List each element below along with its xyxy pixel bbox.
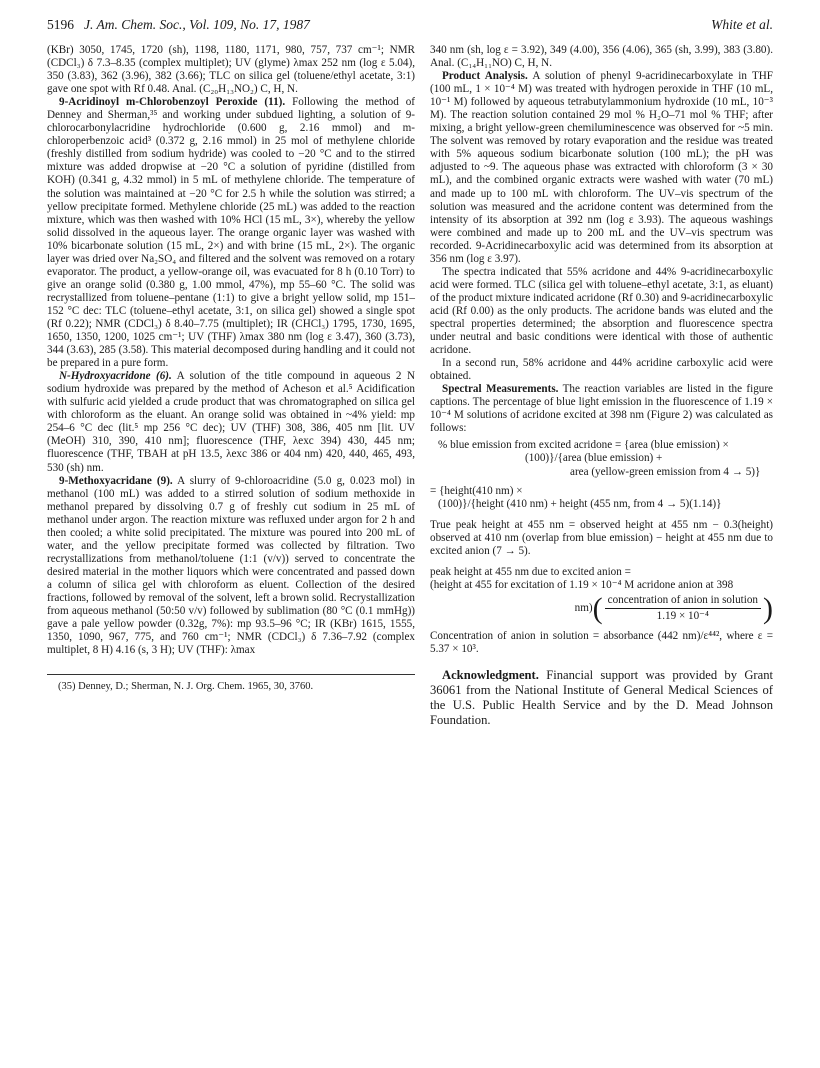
equation-line: = {height(410 nm) × — [430, 484, 523, 497]
section-heading: Product Analysis. — [442, 70, 528, 83]
paragraph-spectra: The spectra indicated that 55% acridone and 44% 9-acridinecarboxylic acid were formed. TLC (silica gel with toluene–ethyl acetate, 3:1, as eluant) of the product mixture indicated acridone (Rf 0.30) and 9-acridinecarboxylic acid (Rf 0.00) as the only products. The acridone bands was eluted and the spectral properties determined; the absorption and fluorescence spectra under neutral and basic conditions were identical with those of authentic acridone. — [430, 265, 773, 357]
paragraph-continued: (KBr) 3050, 1745, 1720 (sh), 1198, 1180, 1171, 980, 757, 737 cm⁻¹; NMR (CDCl₃) δ 7.3–8.35 (complex multiplet); UV (glyme) λmax 252 nm (log ε 5.04), 350 (3.83), 362 (3.96), 382 (3.66); TLC on silica gel (toluene/ethyl acetate, 3:1) gave one spot with Rf 0.48. Anal. (C₂₀H₁₃NO₂) C, H, N. — [47, 44, 415, 96]
paragraph-product-analysis — [430, 70, 773, 266]
paragraph-body: A solution of the title compound in aqueous 2 N sodium hydroxide was prepared by the method of Acheson et al.⁵ Acidification with sulfuric acid yielded a crude product that was chromatographed on silica gel with chloroform as the eluant. An orange solid was obtained in ~4% yield: mp 254–6 °C dec (lit.⁵ mp 256 °C dec); UV (THF) 308, 386, 405 nm [lit. UV (MeOH) 310, 390, 410 nm]; fluorescence (THF, λexc 394) 430, 445 nm; fluorescence (THF, TBAH at pH 13.5, λexc 386 or 404 nm) 420, 440, 465, 493, 530 (sh) nm. — [47, 370, 415, 474]
section-heading: 9-Methoxyacridane (9). — [59, 474, 173, 487]
equation-line: area (yellow-green emission from 4 → 5)} — [570, 465, 761, 478]
right-column — [430, 44, 773, 728]
fraction-denominator: 1.19 × 10⁻⁴ — [656, 610, 709, 623]
paragraph-true-peak: True peak height at 455 nm = observed height at 455 nm − 0.3(height) observed at 410 nm (overlap from blue emission) − height at 455 nm due to excited anion (7 → 5). — [430, 518, 773, 557]
paragraph-body: A solution of phenyl 9-acridinecarboxylate in THF (100 mL, 1 × 10⁻⁴ M) was treated with hydrogen peroxide in THF (10 mL, 10⁻¹ M) followed by aqueous tetrabutylammonium hydroxide (10 mL, 10⁻³ M). The reaction solution contained 29 mol % H₂O–71 mol % THF; after mixing, a bright yellow-green chemiluminescence was observed for ~5 min. The solvent was removed by rotary evaporation and the residue was treated with 5% aqueous sodium bicarbonate solution (100 mL); the pH was adjusted to ~9. The aqueous phase was extracted with chloroform (3 × 30 mL), and the combined organic extracts were washed with water (70 mL) and made up to 100 mL with chloroform. The UV–vis spectrum of the solution was measured and the acridone content was determined from the intensity of its absorption at 392 nm (log ε 3.93). The aqueous washings were combined and made up to 200 mL and the UV–vis spectrum was recorded. 9-Acridinecarboxylic acid was determined from its absorption at 356 nm (log ε 3.97). — [430, 70, 773, 265]
paragraph-spectral-measurements — [430, 383, 773, 435]
equation-blue-emission — [430, 439, 773, 478]
footnote-divider — [47, 674, 415, 675]
section-heading: 9-Acridinoyl m-Chlorobenzoyl Peroxide (11). — [59, 96, 286, 109]
running-header — [47, 17, 773, 35]
fraction — [605, 594, 761, 623]
left-column — [47, 44, 415, 657]
paragraph-body: Financial support was provided by Grant 36061 from the National Institute of General Medical Sciences of the U.S. Public Health Service and by the D. Mead Johnson Foundation. — [430, 667, 773, 727]
section-heading: Acknowledgment. — [442, 667, 539, 682]
paragraph-hydroxyacridone — [47, 370, 415, 474]
fraction-numerator: concentration of anion in solution — [605, 594, 761, 609]
header-authors: White et al. — [711, 17, 773, 32]
equation-line: (height at 455 for excitation of 1.19 × 10⁻⁴ M acridone anion at 398 — [430, 578, 734, 591]
page-number: 5196 — [47, 17, 74, 32]
fraction-row — [430, 591, 773, 625]
equation-line: % blue emission from excited acridone = {area (blue emission) × — [438, 439, 729, 452]
equation-unit: nm) — [574, 602, 593, 615]
equation-height — [430, 485, 773, 511]
equation-line: peak height at 455 nm due to excited anion = — [430, 565, 631, 578]
paragraph-second-run: In a second run, 58% acridone and 44% acridine carboxylic acid were obtained. — [430, 357, 773, 383]
equation-anion-peak — [430, 566, 773, 624]
right-paren: ) — [763, 591, 773, 625]
paragraph-body: Following the method of Denney and Sherman,³⁵ and working under subdued lighting, a solution of 9-chlorocarbonylacridine hydrochloride (0.600 g, 2.16 mmol) and m-chloroperbenzoic acid³ (0.372 g, 2.16 mmol) in 25 mol of methylene chloride (freshly distilled from sodium hydride) was cooled to −20 °C and to the stirred mixture was added dropwise at −20 °C a solution of pyridine (distilled from KOH) (0.341 g, 4.32 mmol) in 5 mL of methylene chloride. The temperature of the solution was maintained at −20 °C for 2.5 h while the solution was stirred; a yellow precipitate formed. Methylene chloride (25 mL) was added to the reaction mixture, which was then washed with 10% HCl (15 mL, 3×), whereby the yellow solid dissolved in the aqueous layer. The orange organic layer was washed with 10% bicarbonate solution (15 mL, 2×) and with brine (15 mL, 2×). The organic layer was dried over Na₂SO₄ and filtered and the solvent was removed on a rotary evaporator. The product, a yellow-orange oil, was evacuated for 8 h (0.10 Torr) to give an orange solid (0.380 g, 1.00 mmol, 47%), mp 55–60 °C. The solid was recrystallized from toluene–pentane (1:1) to give a bright yellow solid, mp 151–152 °C dec: TLC (toluene–ethyl acetate, 3:1, on silica gel) showed a single spot (Rf 0.22); NMR (CDCl₃) δ 8.40–7.75 (multiplet); IR (CHCl₃) 1795, 1730, 1695, 1650, 1350, 1200, 1025 cm⁻¹; UV (THF) λmax 380 nm (log ε 3.47), 360 (3.73), 344 (3.63), 285 (3.58). This material decomposed during handling and it could not be prepared in a pure form. — [47, 96, 415, 370]
left-paren: ( — [592, 591, 603, 625]
footnote: (35) Denney, D.; Sherman, N. J. Org. Chem. 1965, 30, 3760. — [58, 681, 314, 692]
paragraph-acknowledgment — [430, 668, 773, 728]
paragraph-body: A slurry of 9-chloroacridine (5.0 g, 0.023 mol) in methanol (100 mL) was added to a stirred solution of sodium methoxide in methanol prepared by dissolving 0.7 g of freshly cut sodium in 25 mL of methanol under argon. The reaction mixture was refluxed under argon for 2 h and then cooled; a white solid precipitated. The mixture was poured into 200 mL of water, and the yellow precipitate formed was collected by filtration. Two recrystallizations from methanol/toluene (1:1 (v/v)) served to concentrate the desired material in the mother liquors which were concentrated and passed down a column of silica gel with chloroform as eluent. Collection of the desired fractions, followed by removal of the solvent, left a brown solid. Recrystallization from aqueous methanol (50:50 v/v) followed by sublimation (80 °C (0.1 mmHg)) gave a pale yellow powder (0.32g, 7%): mp 93.5–96 °C; IR (KBr) 1615, 1555, 1350, 1090, 967, 775, and 760 cm⁻¹; NMR (CDCl₃) δ 7.36–7.92 (complex multiplet, 8 H) 4.16 (s, 3 H); UV (THF): λmax — [47, 474, 415, 657]
paragraph-continued: 340 nm (sh, log ε = 3.92), 349 (4.00), 356 (4.06), 365 (sh, 3.99), 383 (3.80). Anal. (C₁₄H₁₁NO) C, H, N. — [430, 44, 773, 70]
equation-line: (100)}/{height (410 nm) + height (455 nm, from 4 → 5)(1.14)} — [438, 497, 722, 510]
journal-citation: J. Am. Chem. Soc., Vol. 109, No. 17, 1987 — [84, 17, 310, 32]
paragraph-peroxide — [47, 96, 415, 370]
section-heading: Spectral Measurements. — [442, 383, 559, 396]
paragraph-body: The reaction variables are listed in the figure captions. The percentage of blue light emission in the fluorescence of 1.19 × 10⁻⁴ M solutions of acridone excited at 398 nm (Figure 2) was calculated as follows: — [430, 383, 773, 435]
equation-line: (100)}/{area (blue emission) + — [525, 452, 663, 465]
section-heading: N-Hydroxyacridone (6). — [59, 370, 172, 383]
header-left — [47, 17, 310, 33]
paragraph-methoxyacridane — [47, 475, 415, 658]
paragraph-anion-concentration: Concentration of anion in solution = absorbance (442 nm)/ε⁴⁴², where ε = 5.37 × 10³. — [430, 629, 773, 655]
